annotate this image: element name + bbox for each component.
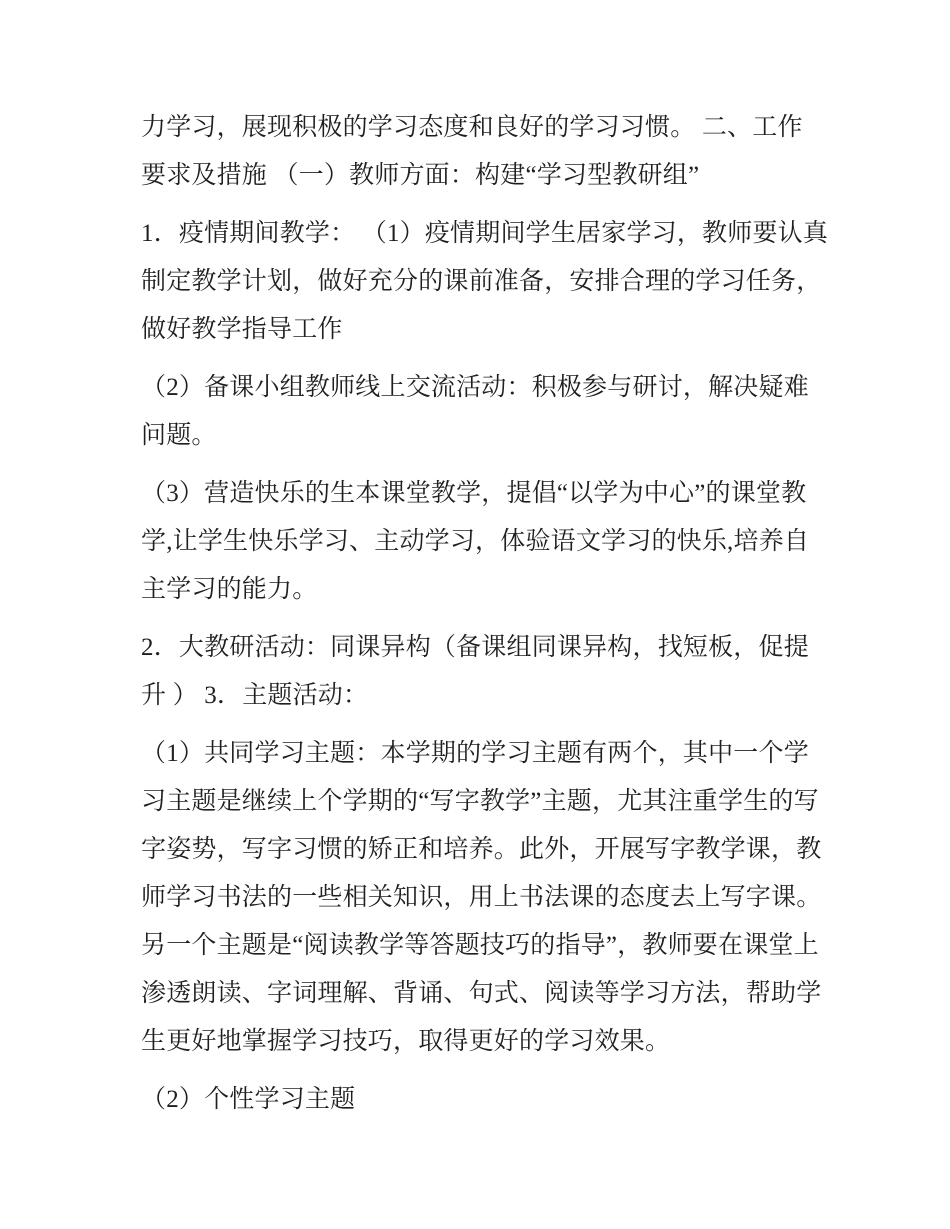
paragraph — [141, 470, 838, 614]
text-line: 力学习，展现积极的学习态度和良好的学习习惯。 二、工作 — [141, 114, 803, 141]
text-line: 字姿势，写字习惯的矫正和培养。此外，开展写字教学课，教 — [141, 836, 822, 863]
text-line: 要求及措施 （一）教师方面：构建“学习型教研组” — [141, 162, 700, 189]
paragraph — [141, 364, 838, 460]
text-line: 问题。 — [141, 422, 217, 449]
text-line: （2）备课小组教师线上交流活动：积极参与研讨，解决疑难 — [141, 374, 809, 401]
paragraph — [141, 210, 838, 354]
paragraph — [141, 624, 838, 720]
text-line: （1）共同学习主题：本学期的学习主题有两个，其中一个学 — [141, 740, 809, 767]
text-line: 另一个主题是“阅读教学等答题技巧的指导”，教师要在课堂上 — [141, 932, 819, 959]
text-line: 做好教学指导工作 — [141, 316, 343, 343]
text-line: 学,让学生快乐学习、主动学习，体验语文学习的快乐,培养自 — [141, 528, 810, 555]
text-line: 习主题是继续上个学期的“写字教学”主题，尤其注重学生的写 — [141, 788, 819, 815]
text-line: 制定教学计划，做好充分的课前准备，安排合理的学习任务， — [141, 268, 822, 295]
paragraph — [141, 1076, 838, 1124]
paragraph — [141, 104, 838, 200]
text-line: 1．疫情期间教学： （1）疫情期间学生居家学习，教师要认真 — [141, 220, 829, 247]
text-line: （2）个性学习主题 — [141, 1086, 356, 1113]
text-line: 生更好地掌握学习技巧，取得更好的学习效果。 — [141, 1028, 671, 1055]
text-line: 升 ） 3．主题活动： — [141, 682, 369, 709]
text-line: 主学习的能力。 — [141, 576, 318, 603]
text-line: 渗透朗读、字词理解、背诵、句式、阅读等学习方法，帮助学 — [141, 980, 822, 1007]
text-line: 师学习书法的一些相关知识，用上书法课的态度去上写字课。 — [141, 884, 822, 911]
text-line: （3）营造快乐的生本课堂教学，提倡“以学为中心”的课堂教 — [141, 480, 807, 507]
paragraph — [141, 730, 838, 1066]
text-line: 2．大教研活动：同课异构（备课组同课异构，找短板，促提 — [141, 634, 809, 661]
